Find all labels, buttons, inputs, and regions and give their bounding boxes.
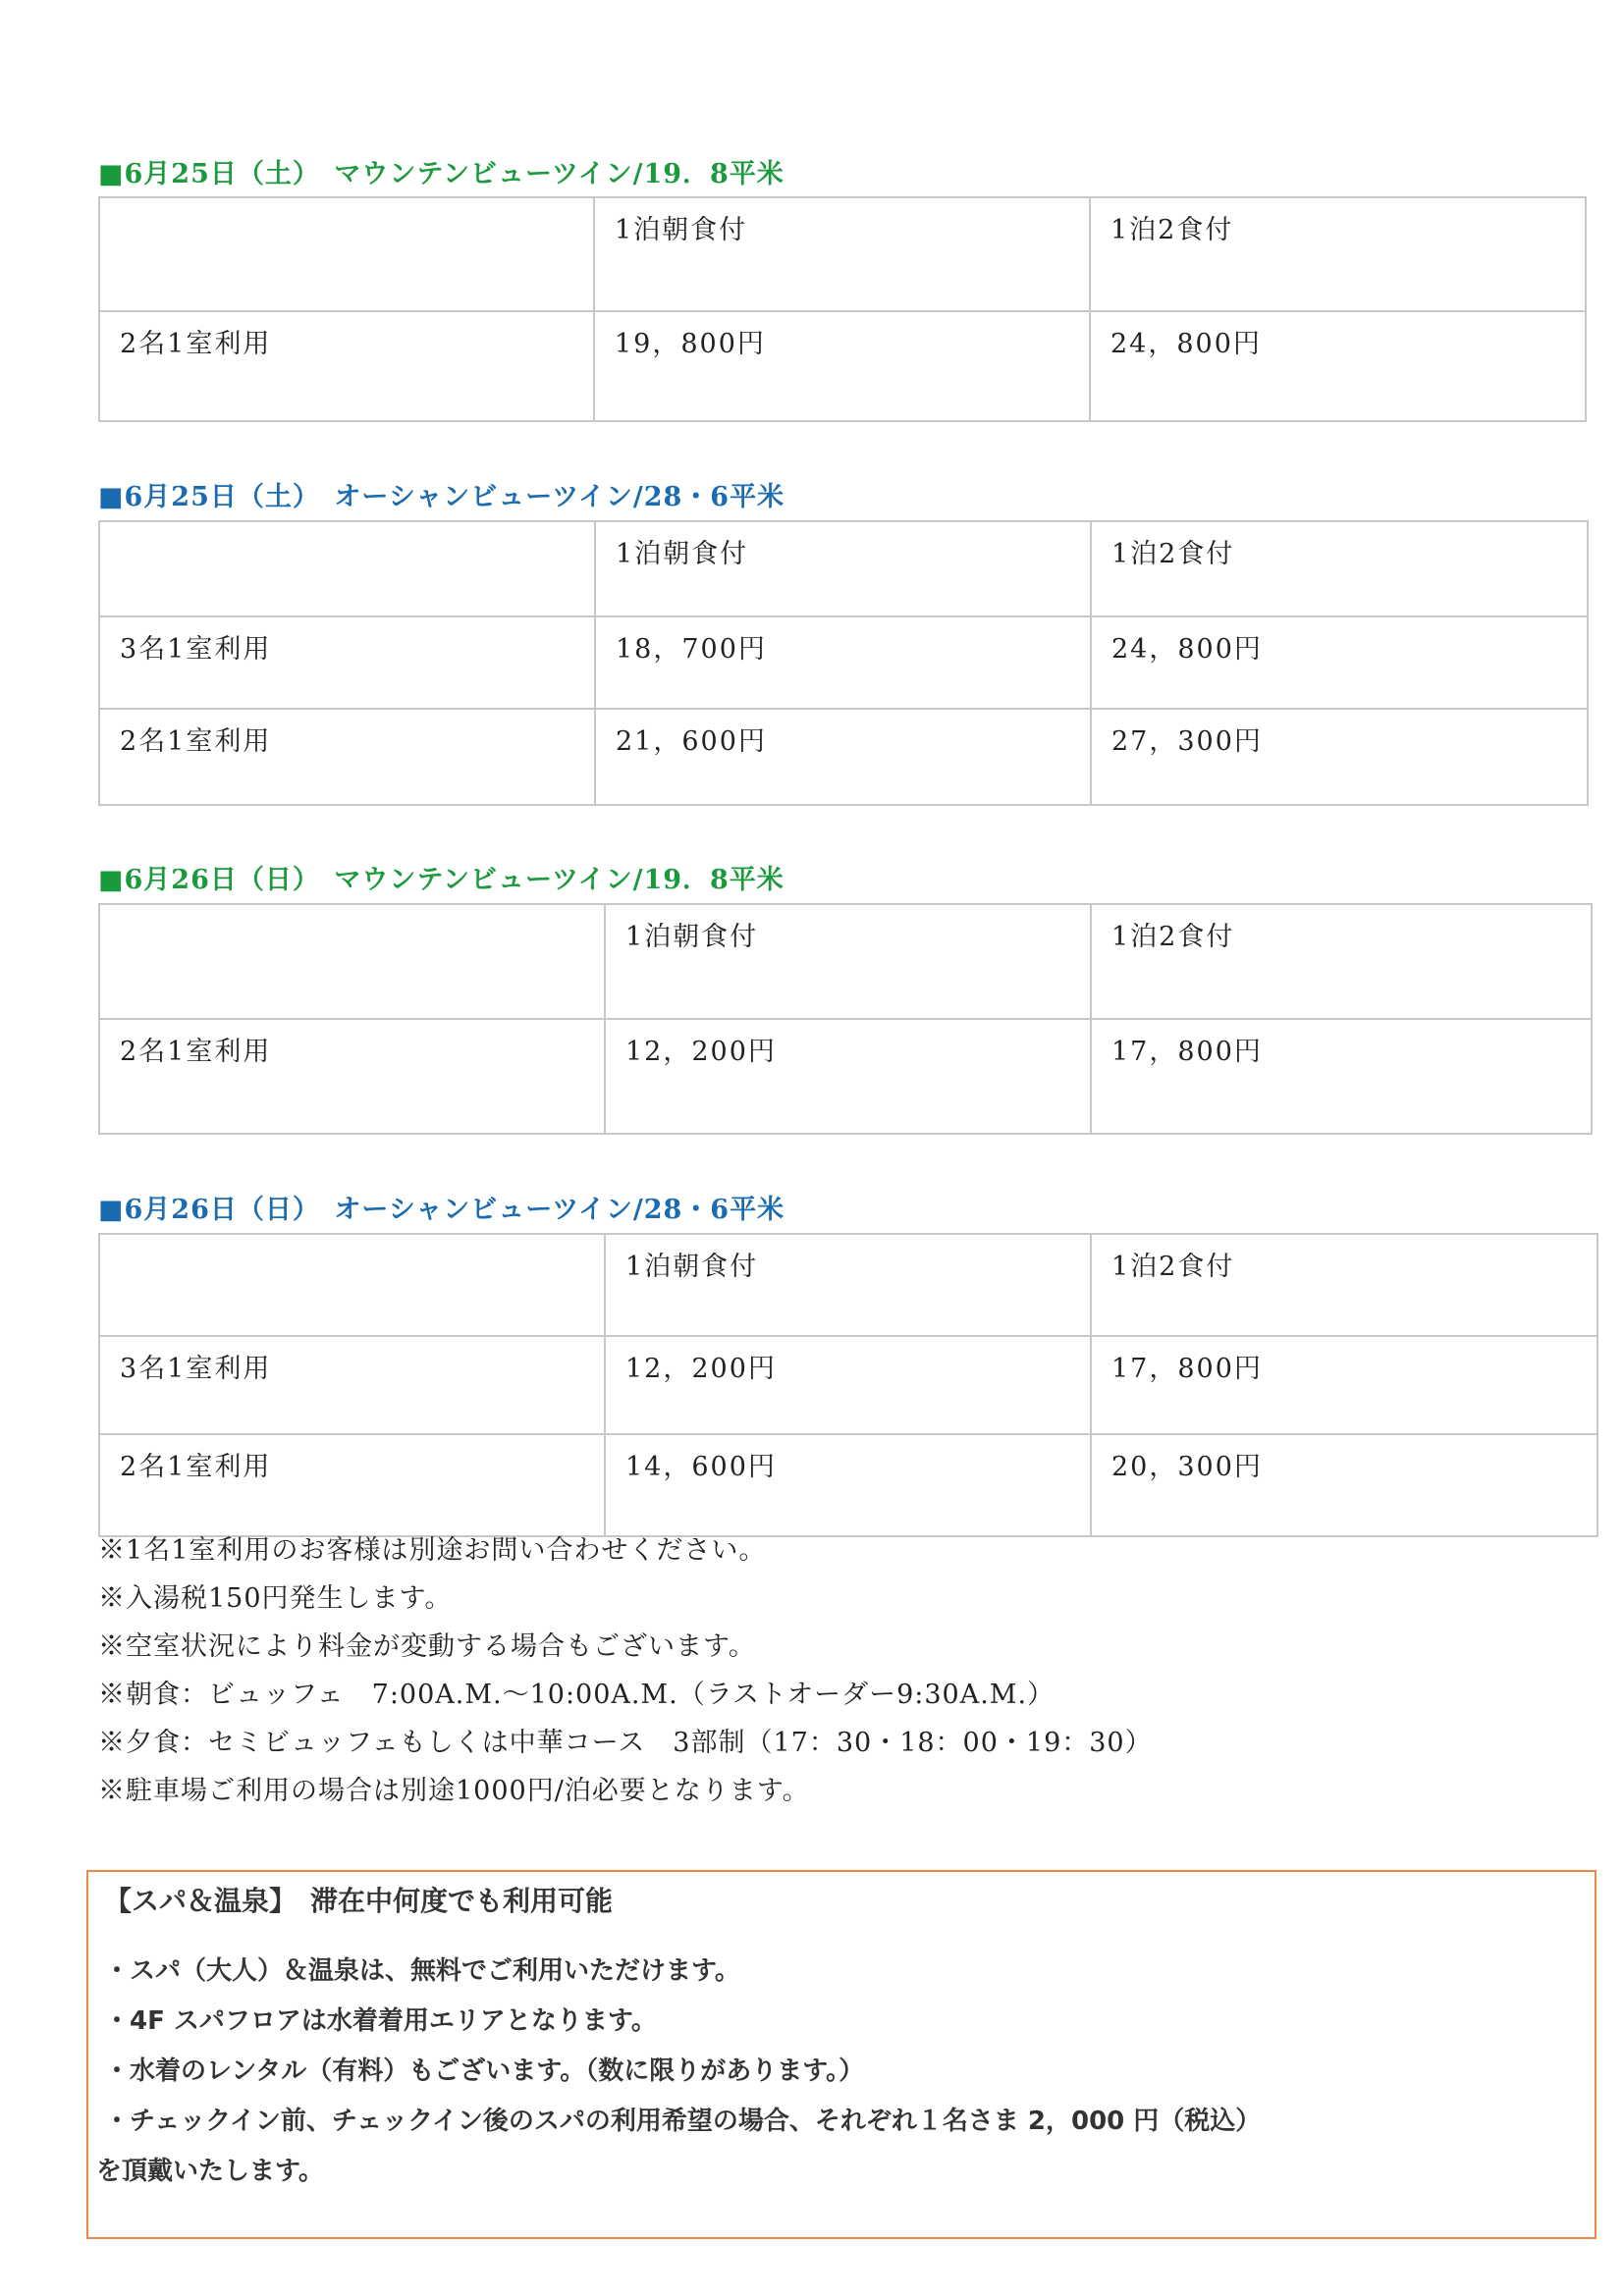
header-cell-two-meals: 1泊2食付 — [1091, 521, 1588, 616]
spa-line-free: ・スパ（大人）＆温泉は、無料でご利用いただけます。 — [104, 1956, 740, 1986]
occupancy-cell: 3名1室利用 — [99, 1336, 605, 1434]
occupancy-cell: 2名1室利用 — [99, 1019, 605, 1134]
price-two-meals-cell: 17，800円 — [1091, 1019, 1592, 1134]
spa-line-swimwear-area: ・4F スパフロアは水着着用エリアとなります。 — [104, 2006, 657, 2036]
header-cell-empty — [99, 1234, 605, 1336]
table-row — [99, 311, 1586, 421]
table-row — [99, 1019, 1592, 1134]
header-cell-breakfast: 1泊朝食付 — [595, 521, 1091, 616]
spa-line-fee-continued: を頂戴いたします。 — [96, 2157, 324, 2186]
header-cell-breakfast: 1泊朝食付 — [605, 1234, 1091, 1336]
price-breakfast-cell: 14，600円 — [605, 1434, 1091, 1536]
section-heading-3: ■6月26日（日） マウンテンビューツイン/19．8平米 — [98, 865, 785, 895]
price-breakfast-cell: 19，800円 — [594, 311, 1090, 421]
occupancy-cell: 3名1室利用 — [99, 616, 595, 709]
table-row — [99, 616, 1588, 709]
header-cell-empty — [99, 521, 595, 616]
section-heading-2: ■6月25日（土） オーシャンビューツイン/28・6平米 — [98, 482, 785, 512]
note-single-occupancy: ※1名1室利用のお客様は別途お問い合わせください。 — [98, 1535, 767, 1566]
rate-table-1 — [98, 196, 1587, 422]
table-header-row — [99, 197, 1586, 311]
note-dinner: ※夕食：セミビュッフェもしくは中華コース 3部制（17：30・18：00・19：30） — [98, 1728, 1153, 1758]
note-bathing-tax: ※入湯税150円発生します。 — [98, 1583, 453, 1614]
table-header-row — [99, 1234, 1597, 1336]
header-cell-two-meals: 1泊2食付 — [1091, 904, 1592, 1019]
price-breakfast-cell: 12，200円 — [605, 1019, 1091, 1134]
table-header-row — [99, 521, 1588, 616]
rate-table-3 — [98, 903, 1593, 1135]
price-breakfast-cell: 18，700円 — [595, 616, 1091, 709]
price-two-meals-cell: 20，300円 — [1091, 1434, 1597, 1536]
spa-line-rental: ・水着のレンタル（有料）もございます。（数に限りがあります。） — [104, 2056, 865, 2086]
rate-table-2 — [98, 520, 1589, 806]
rate-table-4 — [98, 1233, 1598, 1537]
section-heading-4: ■6月26日（日） オーシャンビューツイン/28・6平米 — [98, 1195, 785, 1225]
table-header-row — [99, 904, 1592, 1019]
spa-details — [96, 1947, 1262, 2197]
header-cell-two-meals: 1泊2食付 — [1090, 197, 1586, 311]
occupancy-cell: 2名1室利用 — [99, 1434, 605, 1536]
table-row — [99, 1434, 1597, 1536]
section-heading-1: ■6月25日（土） マウンテンビューツイン/19．8平米 — [98, 159, 785, 189]
price-two-meals-cell: 24，800円 — [1091, 616, 1588, 709]
price-two-meals-cell: 17，800円 — [1091, 1336, 1597, 1434]
price-breakfast-cell: 21，600円 — [595, 709, 1091, 805]
price-two-meals-cell: 27，300円 — [1091, 709, 1588, 805]
header-cell-breakfast: 1泊朝食付 — [605, 904, 1091, 1019]
occupancy-cell: 2名1室利用 — [99, 709, 595, 805]
table-row — [99, 1336, 1597, 1434]
spa-line-fee: ・チェックイン前、チェックイン後のスパの利用希望の場合、それぞれ１名さま 2，000 円（税込） — [104, 2107, 1262, 2136]
notes-list — [98, 1526, 1153, 1815]
header-cell-empty — [99, 904, 605, 1019]
note-parking: ※駐車場ご利用の場合は別途1000円/泊必要となります。 — [98, 1776, 810, 1806]
header-cell-two-meals: 1泊2食付 — [1091, 1234, 1597, 1336]
note-breakfast: ※朝食：ビュッフェ 7:00A.M.～10:00A.M.（ラストオーダー9:30A.M.） — [98, 1680, 1056, 1710]
table-row — [99, 709, 1588, 805]
occupancy-cell: 2名1室利用 — [99, 311, 594, 421]
spa-title: 【スパ＆温泉】 滞在中何度でも利用可能 — [104, 1885, 614, 1917]
price-breakfast-cell: 12，200円 — [605, 1336, 1091, 1434]
note-price-variation: ※空室状況により料金が変動する場合もございます。 — [98, 1631, 756, 1662]
header-cell-empty — [99, 197, 594, 311]
header-cell-breakfast: 1泊朝食付 — [594, 197, 1090, 311]
spa-info-box — [86, 1870, 1597, 2239]
price-two-meals-cell: 24，800円 — [1090, 311, 1586, 421]
